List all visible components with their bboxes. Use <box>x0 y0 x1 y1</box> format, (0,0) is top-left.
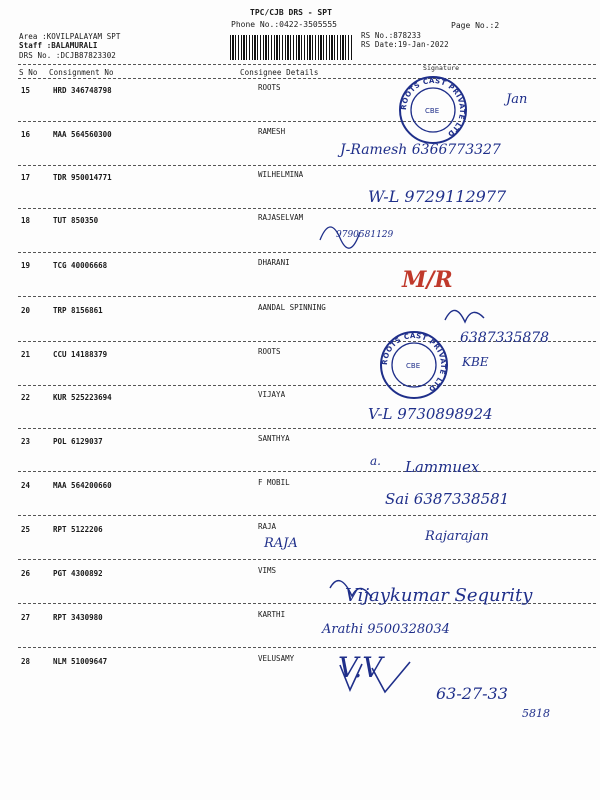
row-consignment: CCU 14188379 <box>53 350 108 359</box>
row-consignment: PGT 4300892 <box>53 569 103 578</box>
row-consignment: TUT 850350 <box>53 216 99 225</box>
row-consignee: ROOTS <box>258 347 281 356</box>
row-consignee: RAMESH <box>258 127 286 136</box>
handwritten-signature: RAJA <box>264 536 298 551</box>
row-sno: 26 <box>21 569 31 578</box>
column-signature: Signature <box>423 64 460 72</box>
svg-text:ROOTS CAST PRIVATE LTD: ROOTS CAST PRIVATE LTD <box>380 331 448 394</box>
staff-label: Staff :BALAMURALI <box>19 41 98 50</box>
row-consignment: RPT 5122206 <box>53 525 103 534</box>
handwritten-signature: Sai 6387338581 <box>385 490 510 508</box>
handwritten-note: KBE <box>462 355 489 369</box>
row-sno: 22 <box>21 393 31 402</box>
row-consignment: HRD 346748798 <box>53 86 112 95</box>
row-consignee: VIJAYA <box>258 390 286 399</box>
svg-text:ROOTS CAST PRIVATE LTD: ROOTS CAST PRIVATE LTD <box>399 76 467 139</box>
handwritten-signature: 6387335878 <box>460 330 550 346</box>
row-consignee: DHARANI <box>258 258 290 267</box>
row-consignee: AANDAL SPINNING <box>258 303 326 312</box>
drs-number: DRS No. :DCJB87823302 <box>19 51 116 60</box>
row-consignee: VIMS <box>258 566 277 575</box>
handwritten-signature: V.V <box>338 651 383 684</box>
handwritten-signature: Arathi 9500328034 <box>322 622 450 637</box>
handwritten-signature: J-Ramesh 6366773327 <box>340 142 501 158</box>
handwritten-signature: Rajarajan <box>425 529 489 544</box>
handwritten-signature: W-L 9729112977 <box>368 187 507 206</box>
row-consignment: KUR 525223694 <box>53 393 112 402</box>
row-sno: 15 <box>21 86 31 95</box>
handwritten-note: 63-27-33 <box>436 684 508 703</box>
document-title: TPC/CJB DRS - SPT <box>250 8 332 17</box>
handwritten-signature: V-L 9730898924 <box>368 405 493 423</box>
handwritten-note: 9790581129 <box>336 230 394 240</box>
row-sno: 28 <box>21 657 31 666</box>
row-consignment: MAA 564200660 <box>53 481 112 490</box>
row-consignee: WILHELMINA <box>258 170 304 179</box>
phone-number: Phone No.:0422-3505555 <box>231 20 337 29</box>
handwritten-signature: Lammuex <box>405 458 480 476</box>
row-consignment: TDR 950014771 <box>53 173 112 182</box>
rs-number: RS No.:878233 <box>361 31 421 40</box>
company-stamp <box>381 332 447 398</box>
row-sno: 25 <box>21 525 31 534</box>
row-consignee: F MOBIL <box>258 478 290 487</box>
row-consignment: POL 6129037 <box>53 437 103 446</box>
row-consignment: MAA 564560300 <box>53 130 112 139</box>
row-sno: 20 <box>21 306 31 315</box>
row-consignee: ROOTS <box>258 83 281 92</box>
handwritten-signature: Vijaykumar Sequrity <box>345 585 533 606</box>
svg-text:CBE: CBE <box>425 107 440 115</box>
handwritten-note: 5818 <box>522 707 550 720</box>
row-consignment: RPT 3430980 <box>53 613 103 622</box>
column-consignee: Consignee Details <box>240 68 319 77</box>
row-sno: 23 <box>21 437 31 446</box>
row-consignee: SANTHYA <box>258 434 290 443</box>
row-sno: 24 <box>21 481 31 490</box>
svg-text:CBE: CBE <box>406 362 421 370</box>
row-sno: 27 <box>21 613 31 622</box>
row-sno: 19 <box>21 261 31 270</box>
company-stamp <box>400 77 466 143</box>
row-sno: 16 <box>21 130 31 139</box>
row-consignee: RAJA <box>258 522 277 531</box>
row-consignee: KARTHI <box>258 610 286 619</box>
row-consignment: TCG 40006668 <box>53 261 108 270</box>
page-number: Page No.:2 <box>451 21 500 30</box>
column-consignment: Consignment No <box>49 68 114 77</box>
row-sno: 18 <box>21 216 31 225</box>
row-sno: 17 <box>21 173 31 182</box>
column-sno: S No <box>19 68 38 77</box>
row-consignment: TRP 8156861 <box>53 306 103 315</box>
row-consignee: VELUSAMY <box>258 654 295 663</box>
rs-date: RS Date:19-Jan-2022 <box>361 40 449 49</box>
row-consignee: RAJASELVAM <box>258 213 304 222</box>
area-label: Area :KOVILPALAYAM SPT <box>19 32 121 41</box>
handwritten-note: a. <box>370 454 381 468</box>
row-consignment: NLM 51009647 <box>53 657 108 666</box>
row-sno: 21 <box>21 350 31 359</box>
handwritten-mark: M/R <box>402 267 453 293</box>
handwritten-signature: Jan <box>506 92 528 107</box>
